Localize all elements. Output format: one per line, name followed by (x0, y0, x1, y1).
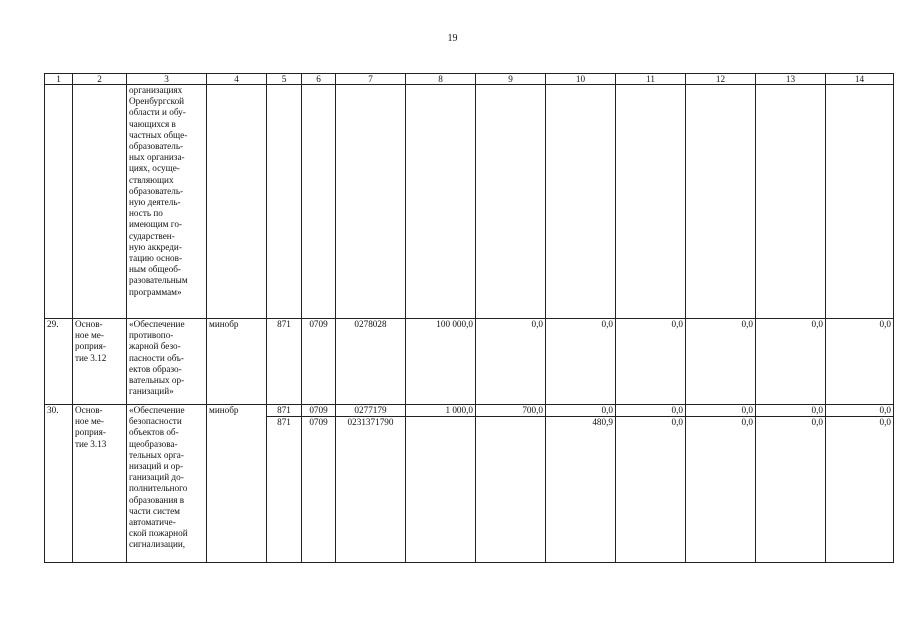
cell-11: 0,0 (616, 319, 686, 405)
cell-7: 0277179 0231371790 (336, 405, 406, 563)
measure-type: Основ- ное ме- роприя- тие 3.13 (73, 405, 127, 563)
cell-12: 0,0 0,0 (686, 405, 756, 563)
cell-12: 0,0 (686, 319, 756, 405)
header-cell: 3 (127, 74, 207, 85)
measure-description: организациях Оренбургской области и обу- чающихся в частных обще- образователь- ных организа- циях, осуще- ствляющих образователь- ную деятель- ность по имеющим го- сударствен- ную аккреди- тацию основ- ным общеоб- разовательным программам» (127, 85, 207, 319)
header-cell: 11 (616, 74, 686, 85)
header-cell: 2 (73, 74, 127, 85)
header-cell: 12 (686, 74, 756, 85)
page-number: 19 (447, 33, 458, 44)
row-number: 30. (45, 405, 73, 563)
executor: минобр (207, 319, 267, 405)
cell-9: 0,0 (476, 319, 546, 405)
header-cell: 9 (476, 74, 546, 85)
budget-table (44, 73, 894, 563)
cell-13: 0,0 (756, 319, 826, 405)
cell-7: 0278028 (336, 319, 406, 405)
cell-8: 1 000,0 (406, 405, 476, 563)
header-cell: 14 (826, 74, 894, 85)
header-cell: 7 (336, 74, 406, 85)
measure-description: «Обеспечение безопасности объектов об- щеобразова- тельных орга- низаций и ор- ганизаций до- полнительного образования в части систем автоматиче- ской пожарной сигнализации, (127, 405, 207, 563)
cell-6: 0709 0709 (302, 405, 336, 563)
cell-6: 0709 (302, 319, 336, 405)
cell-10: 0,0 (546, 319, 616, 405)
cell-14: 0,0 (826, 319, 894, 405)
header-cell: 8 (406, 74, 476, 85)
executor: минобр (207, 405, 267, 563)
cell-10: 0,0 480,9 (546, 405, 616, 563)
header-cell: 13 (756, 74, 826, 85)
header-cell: 4 (207, 74, 267, 85)
cell-13: 0,0 0,0 (756, 405, 826, 563)
cell-11: 0,0 0,0 (616, 405, 686, 563)
table-row-30 (45, 405, 894, 563)
cell-9: 700,0 (476, 405, 546, 563)
measure-description: «Обеспечение противопо- жарной безо- пасности объ- ектов образо- вательных ор- ганизаций» (127, 319, 207, 405)
table-row-29 (45, 319, 894, 405)
header-cell: 6 (302, 74, 336, 85)
cell-5: 871 (267, 319, 302, 405)
cell-5: 871 871 (267, 405, 302, 563)
row-number: 29. (45, 319, 73, 405)
table-row-continuation (45, 85, 894, 319)
header-cell: 1 (45, 74, 73, 85)
header-row (45, 74, 894, 85)
header-cell: 10 (546, 74, 616, 85)
cell-14: 0,0 0,0 (826, 405, 894, 563)
cell-8: 100 000,0 (406, 319, 476, 405)
header-cell: 5 (267, 74, 302, 85)
measure-type: Основ- ное ме- роприя- тие 3.12 (73, 319, 127, 405)
